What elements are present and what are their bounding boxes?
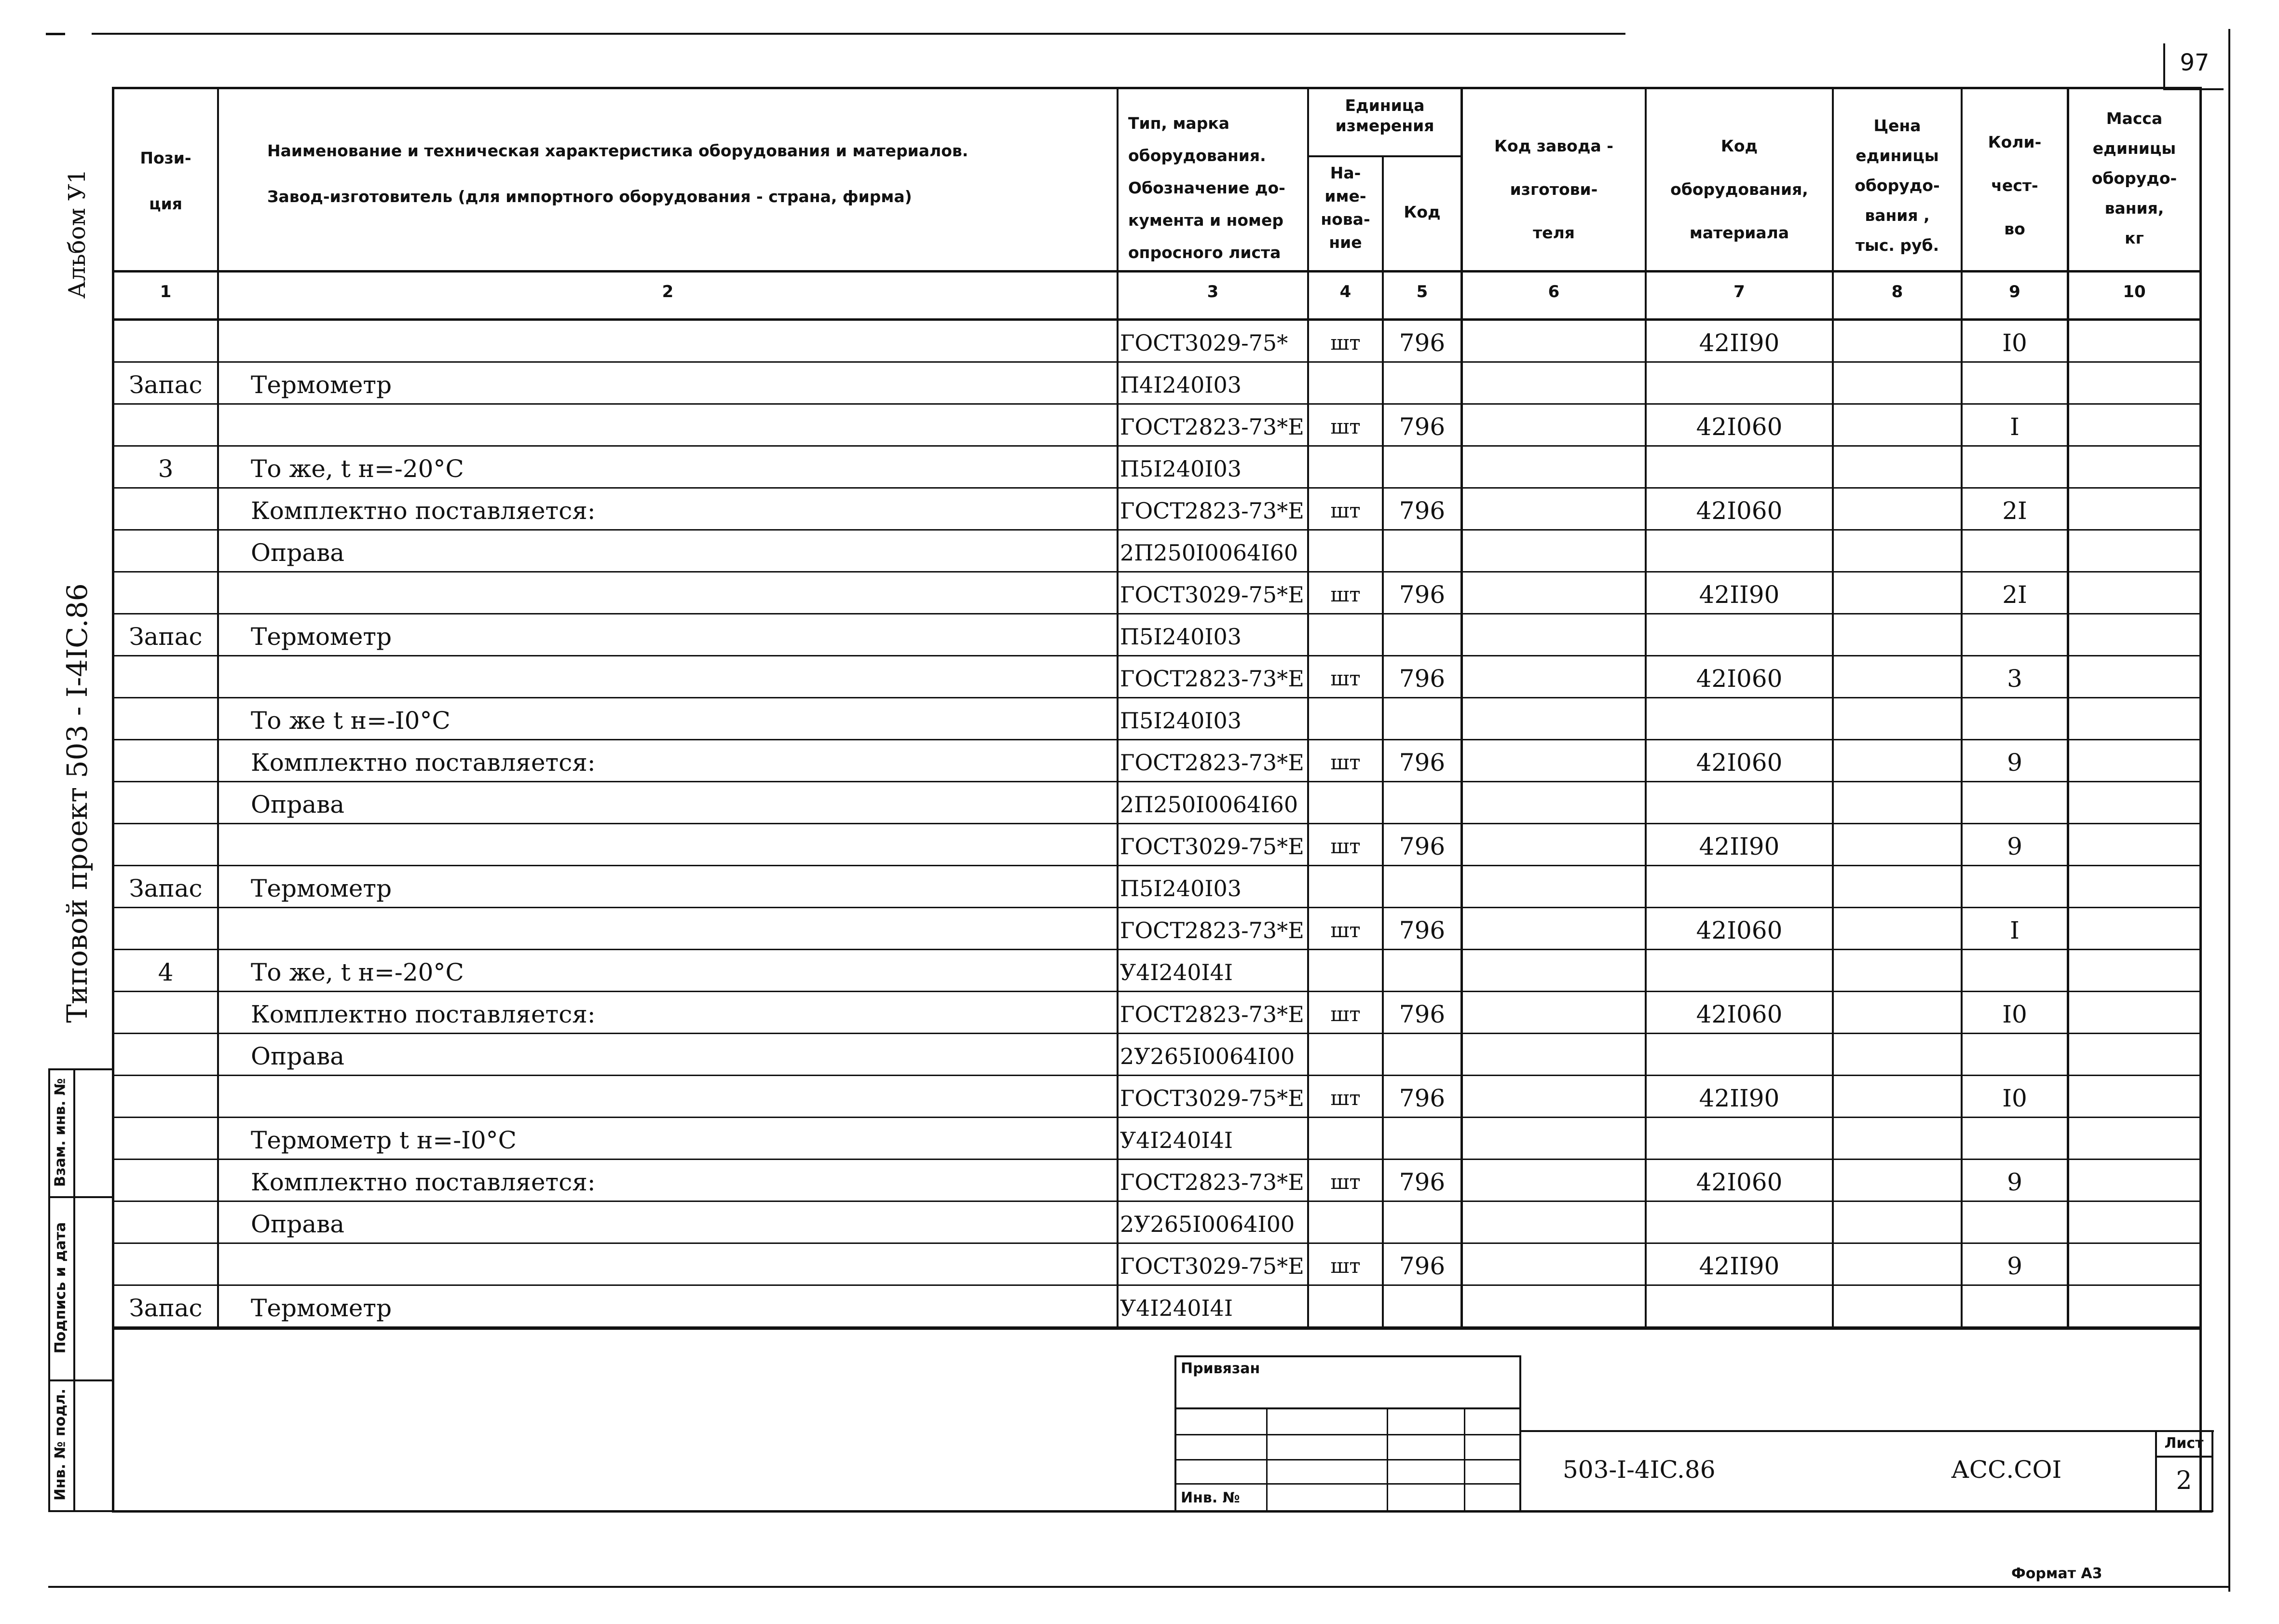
cell-type: 2П250I0064I60	[1120, 540, 1298, 566]
stamp-code: 503-I-4IC.86	[1563, 1456, 1716, 1484]
cell-quantity: 9	[2007, 1168, 2022, 1196]
project-label: Типовой проект 503 - I-4IC.86	[61, 583, 94, 1023]
cell-material-code: 42I060	[1696, 916, 1783, 944]
stamp-list-split	[2155, 1456, 2213, 1458]
col-line-5	[1460, 87, 1463, 1329]
cell-unit: шт	[1330, 667, 1361, 690]
cell-type: 2У265I0064I00	[1120, 1043, 1295, 1069]
cell-name: Термометр	[251, 371, 392, 399]
format-label: Формат А3	[2011, 1565, 2102, 1582]
col-line-2	[1117, 87, 1119, 1329]
cell-position: 4	[158, 958, 174, 986]
row-divider	[112, 445, 2200, 447]
bound-box-line4	[1174, 1483, 1521, 1485]
header-c8: Цена единицы оборудо- вания , тыс. руб.	[1855, 116, 1940, 255]
cell-material-code: 42I060	[1696, 1000, 1783, 1028]
row-divider	[112, 1201, 2200, 1202]
row-divider	[112, 655, 2200, 656]
cell-type: У4I240I4I	[1120, 959, 1233, 985]
row-divider	[112, 697, 2200, 698]
cell-material-code: 42II90	[1699, 581, 1780, 609]
scan-mark	[46, 33, 65, 35]
doc-code: АСС.СОI	[1951, 1456, 2062, 1484]
cell-unit: шт	[1330, 499, 1361, 522]
row-divider	[112, 1326, 2200, 1328]
cell-name: Термометр	[251, 874, 392, 902]
inv-podl-label: Инв. № подл.	[52, 1388, 69, 1501]
colnum-7: 7	[1733, 282, 1745, 301]
cell-name: Термометр	[251, 1294, 392, 1322]
cell-type: ГОСТ2823-73*Е	[1120, 1001, 1304, 1027]
cell-type: 2П250I0064I60	[1120, 792, 1298, 818]
row-divider	[112, 571, 2200, 573]
row-divider	[112, 487, 2200, 489]
cell-type: П5I240I03	[1120, 456, 1242, 482]
cell-unit: шт	[1330, 1002, 1361, 1026]
cell-name: То же t н=-I0°С	[251, 707, 450, 735]
row-divider	[112, 1159, 2200, 1160]
cell-material-code: 42I060	[1696, 497, 1783, 525]
col-line-1	[217, 87, 219, 1329]
cell-name: Оправа	[251, 1210, 345, 1238]
cell-material-code: 42II90	[1699, 329, 1780, 357]
frame-mid-line	[73, 1068, 75, 1512]
header-c7: Код оборудования, материала	[1670, 136, 1808, 242]
cell-position: Запас	[129, 1294, 203, 1322]
cell-code: 796	[1399, 749, 1446, 777]
cell-position: 3	[158, 455, 174, 483]
row-divider	[112, 529, 2200, 531]
header-c9: Коли- чест- во	[1988, 133, 2042, 238]
row-divider	[112, 613, 2200, 614]
row-divider	[112, 1075, 2200, 1076]
cell-type: ГОСТ3029-75*Е	[1120, 833, 1304, 860]
cell-unit: шт	[1330, 751, 1361, 774]
inv-label: Инв. №	[1181, 1489, 1240, 1506]
cell-unit: шт	[1330, 1170, 1361, 1194]
stamp-right	[2211, 1430, 2213, 1512]
cell-quantity: I0	[2002, 1084, 2027, 1112]
row-divider	[112, 991, 2200, 992]
col-line-9	[2067, 87, 2069, 1329]
unit-split-line	[1307, 155, 1461, 157]
cell-type: ГОСТ2823-73*Е	[1120, 414, 1304, 440]
cell-code: 796	[1399, 581, 1446, 609]
cell-material-code: 42I060	[1696, 749, 1783, 777]
row-divider	[112, 361, 2200, 363]
col-line-8	[1961, 87, 1963, 1329]
cell-code: 796	[1399, 329, 1446, 357]
bound-label: Привязан	[1181, 1360, 1260, 1377]
row-divider	[112, 823, 2200, 824]
cell-material-code: 42I060	[1696, 1168, 1783, 1196]
page-box-left	[2163, 43, 2165, 89]
header-c5: Код	[1404, 203, 1441, 221]
cell-code: 796	[1399, 1000, 1446, 1028]
bottom-border-line	[48, 1586, 2228, 1588]
cell-quantity: I	[2010, 916, 2020, 944]
row-divider	[112, 781, 2200, 782]
cell-name: Оправа	[251, 791, 345, 819]
frame-bottom-line	[48, 1510, 113, 1512]
table-right-line	[2199, 87, 2202, 1512]
col-line-6	[1645, 87, 1647, 1329]
cell-type: П5I240I03	[1120, 875, 1242, 901]
header-c6: Код завода - изготови- теля	[1494, 136, 1613, 242]
colnum-8: 8	[1891, 282, 1903, 301]
sheet-bottom-line	[112, 1510, 2212, 1513]
bound-box-line2	[1174, 1434, 1521, 1435]
cell-type: П4I240I03	[1120, 372, 1242, 398]
cell-name: Термометр	[251, 623, 392, 651]
cell-name: Комплектно поставляется:	[251, 497, 596, 525]
row-divider	[112, 1284, 2200, 1286]
colnum-1: 1	[160, 282, 172, 301]
row-divider	[112, 865, 2200, 866]
header-c4: На- име- нова- ние	[1321, 164, 1370, 252]
cell-quantity: 9	[2007, 1252, 2022, 1280]
header-c2: Наименование и техническая характеристика оборудования и материалов. Завод-изготовитель (для импортного оборудования - страна, фирма)	[267, 141, 969, 206]
colnum-6: 6	[1548, 282, 1560, 301]
bound-box-col2	[1387, 1407, 1388, 1511]
colnum-3: 3	[1207, 282, 1219, 301]
header-c3: Тип, марка оборудования. Обозначение до- кумента и номер опросного листа	[1128, 114, 1285, 262]
cell-type: У4I240I4I	[1120, 1295, 1233, 1321]
cell-unit: шт	[1330, 415, 1361, 438]
table-top-line	[112, 87, 2200, 89]
row-divider	[112, 949, 2200, 950]
cell-name: То же, t н=-20°С	[251, 958, 464, 986]
page-number: 97	[2180, 49, 2210, 76]
header-bottom-line	[112, 270, 2200, 273]
bound-box-line3	[1174, 1459, 1521, 1460]
cell-type: У4I240I4I	[1120, 1127, 1233, 1153]
cell-code: 796	[1399, 497, 1446, 525]
cell-quantity: I0	[2002, 1000, 2027, 1028]
cell-type: П5I240I03	[1120, 708, 1242, 734]
row-divider	[112, 907, 2200, 908]
cell-quantity: I	[2010, 413, 2020, 441]
colnum-2: 2	[662, 282, 674, 301]
cell-unit: шт	[1330, 331, 1361, 355]
cell-quantity: 9	[2007, 832, 2022, 860]
cell-code: 796	[1399, 413, 1446, 441]
cell-code: 796	[1399, 916, 1446, 944]
cell-code: 796	[1399, 832, 1446, 860]
cell-name: Термометр t н=-I0°С	[251, 1126, 517, 1154]
bound-box-top	[1174, 1355, 1521, 1357]
cell-quantity: 3	[2007, 665, 2022, 693]
podpis-data-label: Подпись и дата	[52, 1222, 69, 1354]
cell-name: Оправа	[251, 539, 345, 567]
stamp-top	[1519, 1430, 2214, 1432]
cell-quantity: 9	[2007, 749, 2022, 777]
col-line-7	[1832, 87, 1834, 1329]
cell-type: 2У265I0064I00	[1120, 1211, 1295, 1237]
colnum-9: 9	[2009, 282, 2020, 301]
cell-material-code: 42II90	[1699, 832, 1780, 860]
list-number: 2	[2176, 1466, 2192, 1495]
bound-box-line1	[1174, 1407, 1521, 1409]
cell-name: Комплектно поставляется:	[251, 1000, 596, 1028]
cell-type: ГОСТ3029-75*	[1120, 330, 1288, 356]
list-label: Лист	[2164, 1435, 2204, 1452]
row-divider	[112, 403, 2200, 405]
cell-code: 796	[1399, 1252, 1446, 1280]
vzam-inv-label: Взам. инв. №	[52, 1078, 69, 1187]
cell-type: ГОСТ2823-73*Е	[1120, 1169, 1304, 1195]
cell-type: ГОСТ3029-75*Е	[1120, 1085, 1304, 1111]
cell-type: ГОСТ2823-73*Е	[1120, 750, 1304, 776]
cell-position: Запас	[129, 874, 203, 902]
cell-code: 796	[1399, 1168, 1446, 1196]
cell-type: ГОСТ2823-73*Е	[1120, 666, 1304, 692]
row-divider	[112, 739, 2200, 740]
header-c10: Масса единицы оборудо- вания, кг	[2091, 109, 2177, 247]
bound-box-col3	[1464, 1407, 1465, 1511]
cell-unit: шт	[1330, 1086, 1361, 1110]
colnum-4: 4	[1339, 282, 1351, 301]
cell-name: Оправа	[251, 1042, 345, 1070]
cell-type: ГОСТ3029-75*Е	[1120, 1253, 1304, 1279]
cell-type: ГОСТ2823-73*Е	[1120, 498, 1304, 524]
cell-unit: шт	[1330, 1254, 1361, 1278]
cell-position: Запас	[129, 371, 203, 399]
cell-name: То же, t н=-20°С	[251, 455, 464, 483]
row-divider	[112, 1242, 2200, 1244]
cell-material-code: 42I060	[1696, 413, 1783, 441]
cell-quantity: 2I	[2002, 581, 2027, 609]
cell-type: ГОСТ3029-75*Е	[1120, 582, 1304, 608]
colnum-5: 5	[1416, 282, 1428, 301]
colnum-10: 10	[2123, 282, 2146, 301]
cell-unit: шт	[1330, 834, 1361, 858]
cell-material-code: 42II90	[1699, 1252, 1780, 1280]
cell-type: ГОСТ2823-73*Е	[1120, 917, 1304, 943]
cell-code: 796	[1399, 1084, 1446, 1112]
cell-type: П5I240I03	[1120, 624, 1242, 650]
cell-code: 796	[1399, 665, 1446, 693]
bound-box-col1	[1266, 1407, 1268, 1511]
cell-material-code: 42II90	[1699, 1084, 1780, 1112]
row-divider	[112, 1117, 2200, 1118]
number-row-bottom-line	[112, 318, 2200, 321]
cell-quantity: 2I	[2002, 497, 2027, 525]
header-unit: Единица измерения	[1335, 96, 1434, 135]
top-border-line	[92, 33, 1625, 35]
cell-unit: шт	[1330, 918, 1361, 942]
row-divider	[112, 1033, 2200, 1034]
header-c1: Пози- ция	[140, 149, 191, 213]
cell-name: Комплектно поставляется:	[251, 749, 596, 777]
cell-unit: шт	[1330, 583, 1361, 606]
right-border-line	[2228, 29, 2230, 1592]
album-label: Альбом У1	[64, 169, 91, 299]
cell-quantity: I0	[2002, 329, 2027, 357]
cell-material-code: 42I060	[1696, 665, 1783, 693]
cell-position: Запас	[129, 623, 203, 651]
cell-name: Комплектно поставляется:	[251, 1168, 596, 1196]
